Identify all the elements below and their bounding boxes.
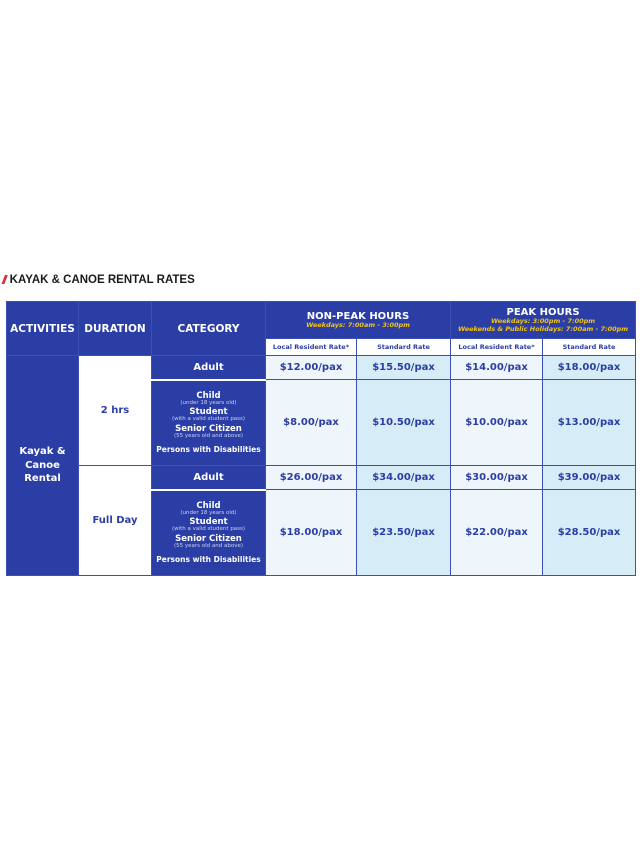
price-cell: $34.00/pax <box>357 466 451 490</box>
rental-rates-table <box>6 301 636 576</box>
price-cell: $30.00/pax <box>451 466 543 490</box>
duration-header: DURATION <box>79 302 152 356</box>
category-child: Child <box>196 500 221 511</box>
duration-2hrs: 2 hrs <box>79 356 152 466</box>
peak-weekend-hours: Weekends & Public Holidays: 7:00am - 7:00pm <box>457 324 629 333</box>
non-peak-standard-rate-header: Standard Rate <box>357 339 451 356</box>
price-cell: $12.00/pax <box>266 356 357 380</box>
category-student: Student <box>189 407 228 418</box>
peak-title: PEAK HOURS <box>506 306 580 318</box>
header-row <box>7 302 636 339</box>
price-cell: $8.00/pax <box>266 380 357 466</box>
peak-header <box>451 302 636 339</box>
activity-cell <box>7 356 79 576</box>
category-senior-note: (55 years old and above) <box>173 433 244 440</box>
price-cell: $13.00/pax <box>543 380 636 466</box>
category-header: CATEGORY <box>152 302 266 356</box>
category-child-note: (under 18 years old) <box>180 509 237 516</box>
category-student: Student <box>189 517 228 528</box>
price-cell: $23.50/pax <box>357 490 451 576</box>
price-cell: $14.00/pax <box>451 356 543 380</box>
price-cell: $28.50/pax <box>543 490 636 576</box>
peak-local-rate-header: Local Resident Rate* <box>451 339 543 356</box>
peak-standard-rate-header: Standard Rate <box>543 339 636 356</box>
price-cell: $10.00/pax <box>451 380 543 466</box>
section-heading <box>2 272 195 288</box>
non-peak-header <box>266 302 451 339</box>
category-student-note: (with a valid student pass) <box>171 526 246 533</box>
category-child: Child <box>196 390 221 401</box>
price-cell: $18.00/pax <box>543 356 636 380</box>
category-senior: Senior Citizen <box>175 534 242 545</box>
activity-line: Canoe <box>25 459 60 471</box>
price-cell: $18.00/pax <box>266 490 357 576</box>
category-adult: Adult <box>152 356 266 380</box>
activities-header: ACTIVITIES <box>7 302 79 356</box>
category-concession-group <box>152 490 266 576</box>
activity-line: Rental <box>24 473 61 485</box>
table-row <box>7 356 636 380</box>
price-cell: $10.50/pax <box>357 380 451 466</box>
category-pwd: Persons with Disabilities <box>156 554 261 564</box>
non-peak-local-rate-header: Local Resident Rate* <box>266 339 357 356</box>
category-child-note: (under 18 years old) <box>180 399 237 406</box>
category-adult: Adult <box>152 466 266 490</box>
price-cell: $22.00/pax <box>451 490 543 576</box>
category-senior-note: (55 years old and above) <box>173 543 244 550</box>
category-concession-group <box>152 380 266 466</box>
category-senior: Senior Citizen <box>175 424 242 435</box>
non-peak-hours: Weekdays: 7:00am - 3:00pm <box>306 321 410 330</box>
peak-weekday-hours: Weekdays: 3:00pm - 7:00pm <box>490 317 596 326</box>
table-row <box>7 466 636 490</box>
price-cell: $39.00/pax <box>543 466 636 490</box>
price-cell: $15.50/pax <box>357 356 451 380</box>
section-title: KAYAK & CANOE RENTAL RATES <box>9 274 195 286</box>
activity-line: Kayak & <box>19 446 66 458</box>
category-pwd: Persons with Disabilities <box>156 444 261 454</box>
non-peak-title: NON-PEAK HOURS <box>306 310 410 322</box>
slash-decoration: // <box>2 273 5 287</box>
category-student-note: (with a valid student pass) <box>171 416 246 423</box>
price-cell: $26.00/pax <box>266 466 357 490</box>
duration-full-day: Full Day <box>79 466 152 576</box>
